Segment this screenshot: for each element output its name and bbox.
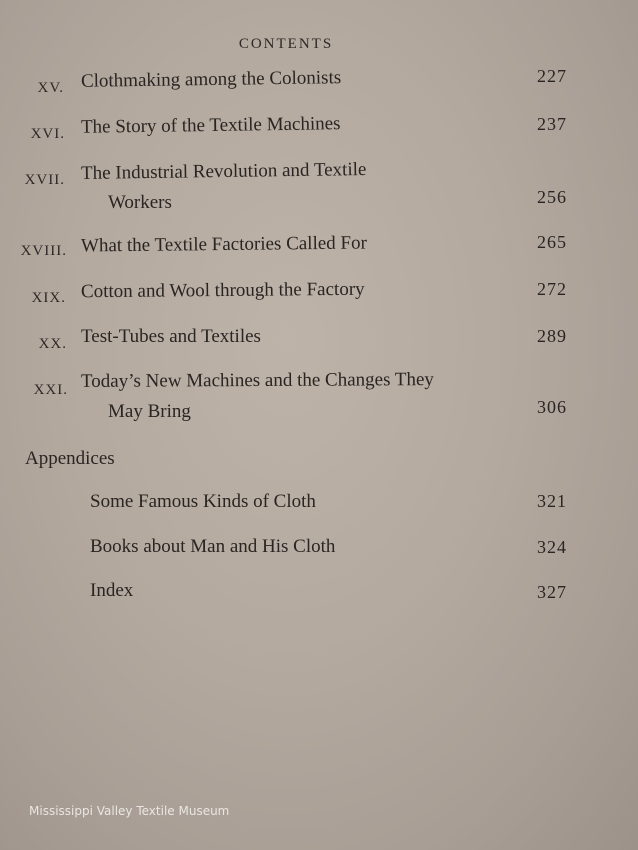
appendix-title: Index [90,580,134,601]
chapter-page: 237 [537,114,567,134]
chapter-title: Clothmaking among the Colonists [80,67,342,92]
chapter-number: XVIII. [20,243,67,259]
chapter-page: 256 [537,187,567,207]
appendix-title: Some Famous Kinds of Cloth [90,491,316,512]
chapter-number: XVI. [30,126,65,142]
appendix-page: 321 [537,491,567,511]
appendix-page: 324 [537,537,567,557]
chapter-page: 306 [537,397,567,417]
appendix-title: Books about Man and His Cloth [90,536,336,557]
chapter-title: The Industrial Revolution and Textile [80,159,367,184]
chapter-title-continued: Workers [108,192,172,213]
chapter-number: XXI. [33,382,68,398]
appendices-label: Appendices [25,448,115,469]
contents-heading: CONTENTS [238,36,334,52]
chapter-title: Test-Tubes and Textiles [81,326,261,347]
chapter-number: XVII. [24,172,65,188]
chapter-number: XX. [38,336,67,352]
chapter-title: The Story of the Textile Machines [80,113,341,138]
chapter-title: Cotton and Wool through the Factory [80,278,365,303]
chapter-title-continued: May Bring [108,401,191,422]
chapter-title: Today’s New Machines and the Changes They [80,369,434,392]
chapter-page: 272 [537,279,567,299]
chapter-number: XIX. [31,290,66,306]
chapter-title: What the Textile Factories Called For [80,232,367,257]
chapter-page: 265 [537,232,567,252]
chapter-page: 289 [537,326,567,346]
chapter-page: 227 [537,66,567,86]
chapter-number: XV. [37,80,64,96]
appendix-page: 327 [537,582,567,602]
watermark-text: Mississippi Valley Textile Museum [29,804,230,818]
